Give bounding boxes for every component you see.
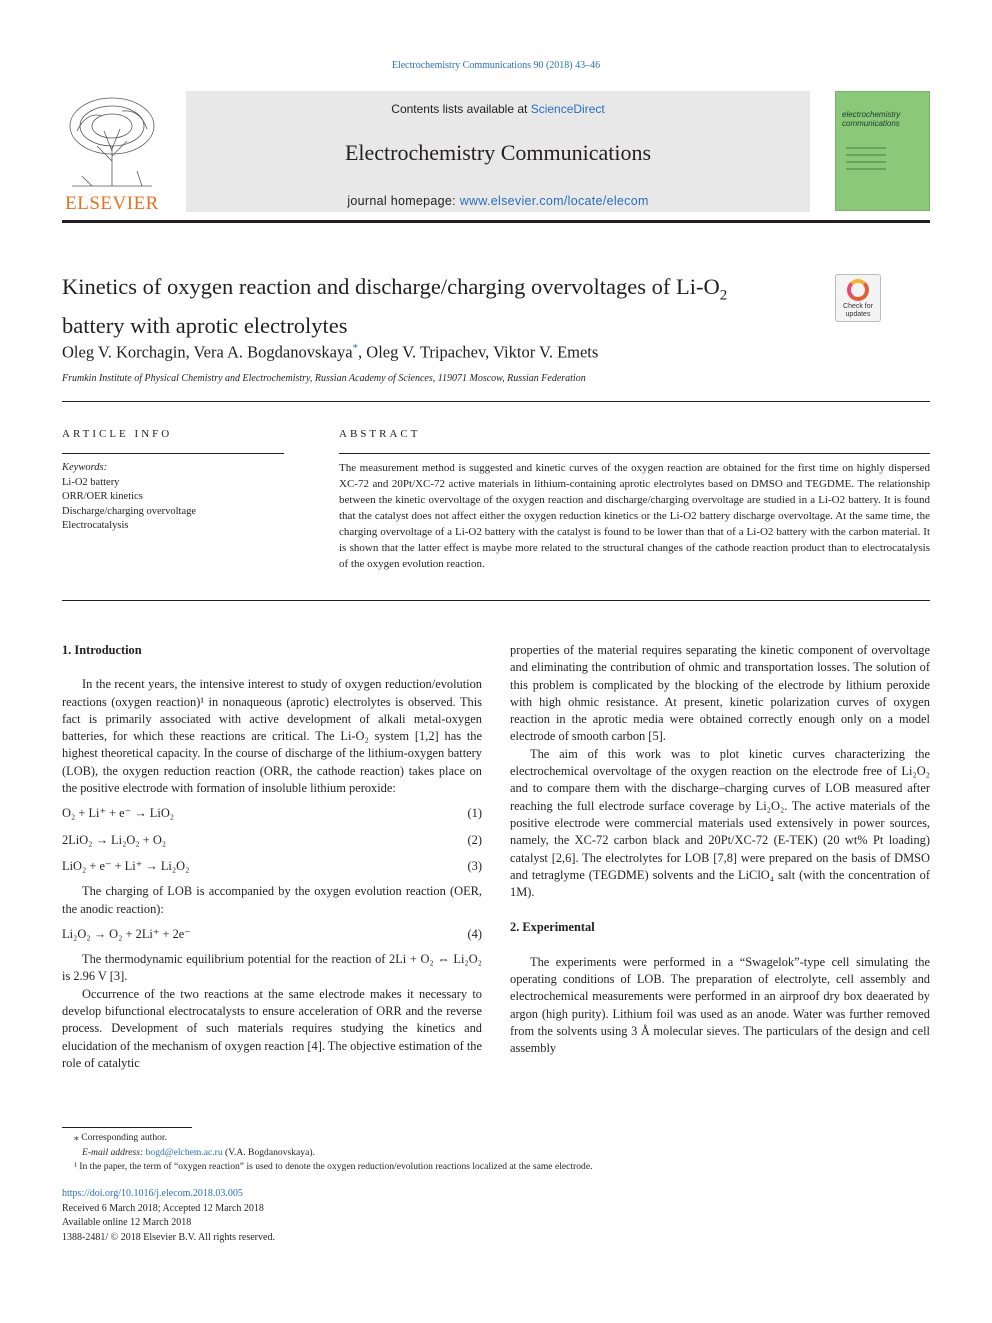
affiliation-rule <box>62 401 930 402</box>
intro-paragraph-4: Occurrence of the two reactions at the same electrode makes it necessary to develop bifunctional electrocatalysts to ensure acceleration of ORR and the reverse process. Development of such materials requires studying the kinetics and elucidation of the mechanism of oxygen reaction [4]. The objective estimation of the role of catalytic <box>62 986 482 1070</box>
equation-3-text: LiO₂ + e⁻ + Li⁺ → Li₂O₂ <box>62 858 190 873</box>
abstract-heading: ABSTRACT <box>339 428 421 440</box>
email-label: E-mail address: <box>82 1146 146 1158</box>
footnote-rule <box>62 1127 192 1128</box>
crossmark-icon <box>847 279 869 301</box>
article-info-rule <box>62 453 284 454</box>
keyword-item: Li-O2 battery <box>62 476 120 488</box>
keyword-item: Discharge/charging overvoltage <box>62 505 197 517</box>
equation-4-text: Li₂O₂ → O₂ + 2Li⁺ + 2e⁻ <box>62 926 191 941</box>
experimental-paragraph-1: The experiments were performed in a “Swagelok”-type cell simulating the operating conditions of LOB. The preparation of electrolyte, cell assembly and electrochemical measurements were performed in an airproof dry box deaerated by argon (high purity). Lithium foil was used as an anode. Water was further removed from the solvents using 3 Å molecular sieves. The particulars of the design and cell assembly <box>510 954 930 1056</box>
tree-icon <box>62 91 162 191</box>
homepage-prefix: journal homepage: <box>347 194 460 208</box>
keyword-item: Electrocatalysis <box>62 520 129 531</box>
abstract-bottom-rule <box>62 600 930 601</box>
copyright: 1388-2481/ © 2018 Elsevier B.V. All rights reserved. <box>62 1231 275 1243</box>
left-column <box>62 642 482 1072</box>
abstract-rule <box>339 453 930 454</box>
cover-decoration <box>846 147 886 175</box>
right-paragraph-1: properties of the material requires separating the kinetic component of overvoltage and eliminating the contribution of ohmic and transportation losses. The solution of this problem is complicated by the blocking of the electrode by lithium peroxide with high ohmic resistance. At present, kinetic polarization curves of oxygen reaction in the aprotic media were obtained correctly enough only on a model electrode of smooth carbon [5]. <box>510 643 930 744</box>
footnotes <box>62 1131 930 1175</box>
keyword-item: ORR/OER kinetics <box>62 491 143 502</box>
corresponding-author-note: ⁎ Corresponding author. <box>74 1132 167 1143</box>
title-line2: battery with aprotic electrolytes <box>62 312 348 338</box>
authors-part-b: , Oleg V. Tripachev, Viktor V. Emets <box>358 342 599 362</box>
journal-reference[interactable]: Electrochemistry Communications 90 (2018) 43–46 <box>391 60 601 71</box>
email-link[interactable]: bogd@elchem.ac.ru <box>145 1146 223 1158</box>
keywords-label: Keywords: <box>62 462 108 473</box>
equation-1-text: O₂ + Li⁺ + e⁻ → LiO₂ <box>62 806 175 821</box>
publisher-logo-text: ELSEVIER <box>65 193 159 214</box>
equation-3 <box>62 858 482 875</box>
footnote-1: ¹ In the paper, the term of “oxygen reaction” is used to denote the oxygen reduction/evolution reactions localized at the same electrode. <box>74 1161 593 1172</box>
title-subscript: 2 <box>719 287 728 304</box>
header-rule <box>62 220 930 223</box>
article-info-heading: ARTICLE INFO <box>62 428 173 440</box>
publication-info <box>62 1187 275 1245</box>
crossmark-label: Check for updates <box>843 303 873 318</box>
elsevier-logo <box>62 91 162 214</box>
doi-link[interactable]: https://doi.org/10.1016/j.elecom.2018.03.005 <box>62 1188 243 1199</box>
email-owner: (V.A. Bogdanovskaya). <box>222 1146 315 1158</box>
affiliation: Frumkin Institute of Physical Chemistry and Electrochemistry, Russian Academy of Sciences, 119071 Moscow, Russian Federation <box>62 373 586 384</box>
equation-4-number: (4) <box>467 926 482 941</box>
equation-2 <box>62 832 482 849</box>
contents-prefix: Contents lists available at <box>391 102 531 116</box>
keywords-block <box>62 461 196 534</box>
equation-2-number: (2) <box>467 832 482 847</box>
title-line1: Kinetics of oxygen reaction and discharge/charging overvoltages of Li-O <box>62 274 720 299</box>
intro-paragraph-3: The thermodynamic equilibrium potential for the reaction of 2Li + O₂ ⇔ Li₂O₂ is 2.96 V [3]. <box>62 952 482 984</box>
intro-paragraph-1: In the recent years, the intensive interest to study of oxygen reduction/evolution reactions (oxygen reaction)¹ in nonaqueous (aprotic) electrolytes is observed. This fact is primarily associated with active development of alkali metal-oxygen batteries, for which these reactions are critical. The Li-O₂ system [1,2] has the highest theoretical capacity. In the course of discharge of the lithium-oxygen battery (LOB), the oxygen reduction reaction (ORR, the cathode reaction) takes place on the positive electrode with formation of insoluble lithium peroxide: <box>62 677 482 796</box>
email-line <box>62 1146 930 1161</box>
authors-part-a: Oleg V. Korchagin, Vera A. Bogdanovskaya <box>62 342 353 362</box>
introduction-heading: 1. Introduction <box>62 643 142 657</box>
paper-title <box>62 272 822 340</box>
check-for-updates-badge[interactable] <box>835 274 881 322</box>
right-paragraph-2: The aim of this work was to plot kinetic curves characterizing the electrochemical overvoltage of the oxygen reaction on the electrode free of Li₂O₂ and to compare them with the discharge–charging curves of LOB measured after reaching the full electrode surface coverage by Li₂O₂. The active materials of the positive electrode were commercial materials used extensively in power sources, namely, the XC-72 carbon black and 20Pt/XC-72 (E-TEK) (20 wt% Pt loading) catalyst [2,6]. The electrolytes for LOB [7,8] were prepared on the basis of DMSO and tetraglyme (TEGDME) solvents and the LiClO₄ salt (with the concentration of 1M). <box>510 746 930 900</box>
available-online: Available online 12 March 2018 <box>62 1217 192 1228</box>
received-dates: Received 6 March 2018; Accepted 12 March 2018 <box>62 1202 264 1214</box>
homepage-link[interactable]: www.elsevier.com/locate/elecom <box>459 194 649 208</box>
experimental-heading: 2. Experimental <box>510 920 595 935</box>
equation-1 <box>62 805 482 822</box>
corresponding-author-mark[interactable]: * <box>352 342 359 354</box>
equation-1-number: (1) <box>467 806 482 821</box>
equation-2-text: 2LiO₂ → Li₂O₂ + O₂ <box>62 832 167 847</box>
contents-line <box>186 102 810 116</box>
equation-4 <box>62 926 482 943</box>
journal-cover-thumbnail[interactable] <box>835 91 930 211</box>
abstract-text: The measurement method is suggested and kinetic curves of the oxygen reaction are obtained for the first time on highly dispersed XC-72 and 20Pt/XC-72 active materials in lithium-containing aprotic electrolytes based on DMSO and TEGDME. The relationship between the kinetic overvoltage of the oxygen reaction and discharge/charging overvoltage are studied in a Li-O2 battery. It is found that the catalyst does not affect either the oxygen reduction kinetics or the Li-O2 battery discharge overvoltage. At the same time, the charging overvoltage of a Li-O2 battery with the catalyst is found to be lower than that of a Li-O2 battery with the carbon material. It is shown that the latter effect is maybe more related to the structural changes of the cathode reaction product than to electrocatalysis of the oxygen evolution reaction. <box>339 462 930 570</box>
author-list <box>62 342 598 363</box>
homepage-line <box>186 194 810 208</box>
cover-title: electrochemistry communications <box>842 110 901 128</box>
journal-name: Electrochemistry Communications <box>344 140 652 165</box>
intro-paragraph-2: The charging of LOB is accompanied by the oxygen evolution reaction (OER, the anodic reaction): <box>62 884 482 916</box>
sciencedirect-link[interactable]: ScienceDirect <box>530 102 605 116</box>
right-column <box>510 642 930 1058</box>
equation-3-number: (3) <box>467 858 482 873</box>
